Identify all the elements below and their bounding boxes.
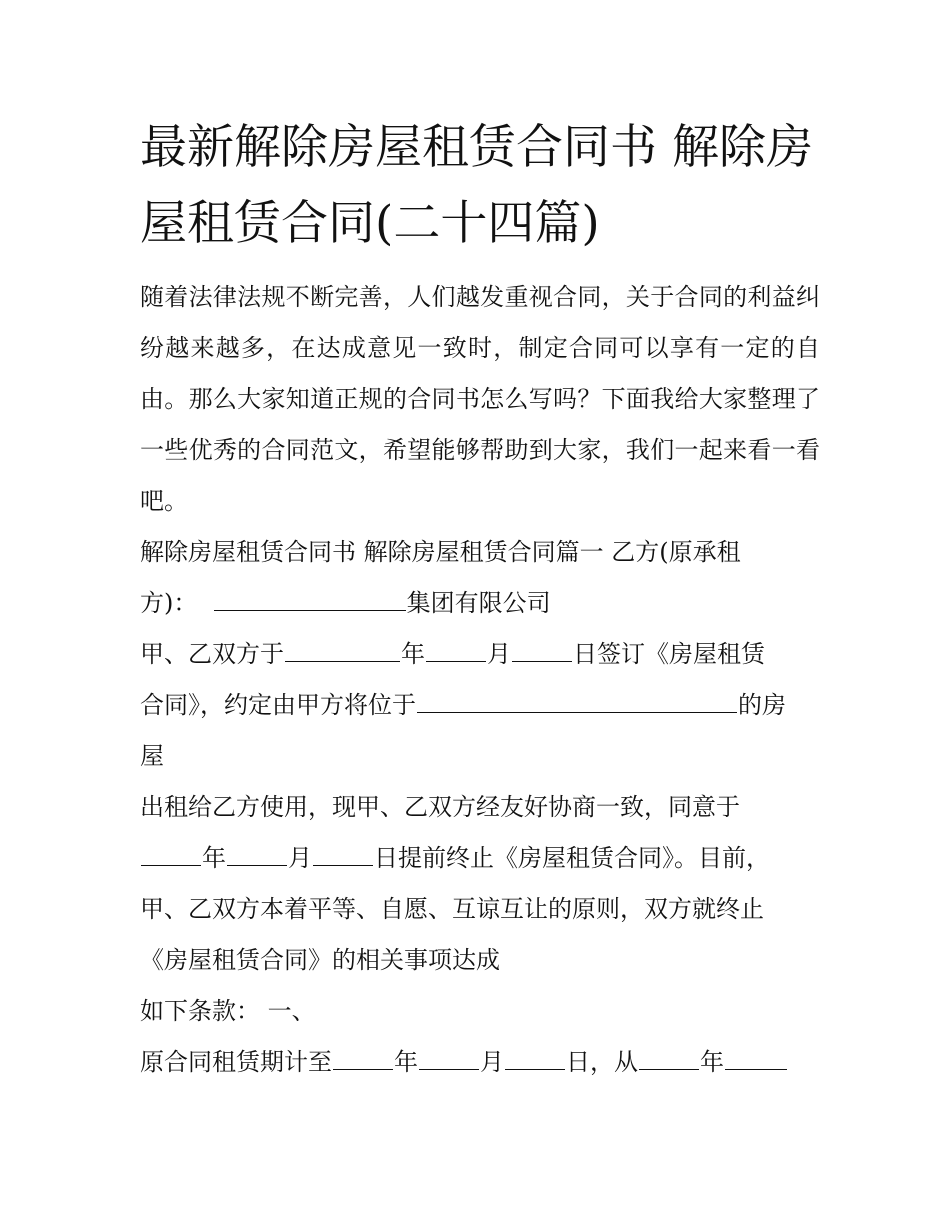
fill-blank [512,639,572,662]
text-run: 甲、乙双方于 [140,640,284,668]
text-run: 的房 [738,691,786,719]
text-run: 屋 [140,742,164,770]
property-location-line [140,680,820,731]
fill-blank [141,843,201,866]
lease-period-line [140,1037,820,1088]
principle-line [140,884,820,935]
fill-blank [725,1047,787,1070]
fill-blank [227,843,287,866]
text-run: 方)： [140,589,198,617]
text-run: 年 [394,1048,418,1076]
text-run: 月 [288,844,312,872]
termination-date-line [140,833,820,884]
text-run: 日提前终止《房屋租赁合同》。目前， [374,844,770,872]
text-run: 甲、乙双方本着平等、自愿、互谅互让的原则，双方就终止 [140,895,764,923]
text-run: 月 [480,1048,504,1076]
text-run: 集团有限公司 [406,589,551,617]
document-body [140,110,820,1088]
text-run: 原合同租赁期计至 [140,1048,332,1076]
text-run: 月 [487,640,511,668]
property-line-end [140,731,820,782]
fill-blank [285,639,400,662]
text-run: 如下条款： 一、 [140,997,316,1025]
fill-blank [426,639,486,662]
text-run: 年 [700,1048,724,1076]
signing-date-line [140,629,820,680]
text-run: 解除房屋租赁合同书 解除房屋租赁合同篇一 乙方(原承租 [140,538,741,566]
fill-blank [333,1047,393,1070]
text-run: 出租给乙方使用，现甲、乙双方经友好协商一致，同意于 [140,793,740,821]
fill-blank [313,843,373,866]
text-run: 《房屋租赁合同》的相关事项达成 [140,946,500,974]
text-run: 合同》，约定由甲方将位于 [140,691,416,719]
fill-blank [639,1047,699,1070]
text-run: 年 [401,640,425,668]
lease-agreement-line [140,782,820,833]
clauses-heading [140,986,820,1037]
fill-blank [505,1047,565,1070]
party-b-line [140,578,820,629]
intro-paragraph: 随着法律法规不断完善，人们越发重视合同，关于合同的利益纠纷越来越多，在达成意见一致时，制定合同可以享有一定的自由。那么大家知道正规的合同书怎么写吗？下面我给大家整理了一些优秀的合同范文，希望能够帮助到大家，我们一起来看一看吧。 [140,283,820,515]
fill-blank [214,588,406,611]
fill-blank [417,690,737,713]
text-run: 日签订《房屋租赁 [573,640,765,668]
text-run: 年 [202,844,226,872]
document-title: 最新解除房屋租赁合同书 解除房屋租赁合同(二十四篇) [140,120,813,251]
text-run: 日，从 [566,1048,638,1076]
matters-line [140,935,820,986]
contract-heading-line [140,527,820,578]
fill-blank [419,1047,479,1070]
